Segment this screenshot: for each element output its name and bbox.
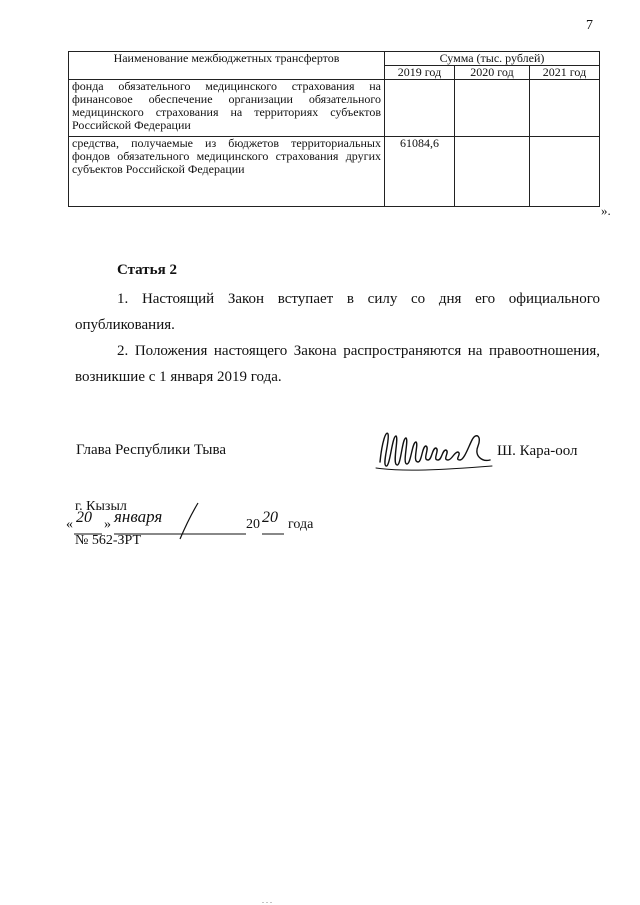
- handwritten-stroke: [176, 501, 206, 541]
- header-sum: Сумма (тыс. рублей): [385, 52, 600, 66]
- row-value-2021: [530, 137, 600, 207]
- row-value-2020: [455, 80, 530, 137]
- transfers-table: [68, 51, 600, 207]
- article-paragraph-1: [75, 286, 600, 338]
- city: г. Кызыл: [75, 499, 127, 514]
- date-year-word: года: [288, 517, 314, 532]
- row-text: средства, получаемые из бюджетов территориальных фондов обязательного медицинского страхования других субъектов Российской Федерации: [69, 137, 385, 207]
- row-text: фонда обязательного медицинского страхования на финансовое обеспечение организации обязательного медицинского страхования на территориях субъектов Российской Федерации: [69, 80, 385, 137]
- head-name: Ш. Кара-оол: [497, 443, 578, 459]
- paragraph-1-line-2: опубликования.: [75, 317, 175, 333]
- article-paragraph-2: [75, 338, 600, 390]
- header-year-2021: 2021 год: [530, 66, 600, 80]
- row-value-2021: [530, 80, 600, 137]
- row-value-2019: [385, 80, 455, 137]
- registration-number: № 562-ЗРТ: [75, 533, 142, 548]
- paragraph-2-text: 2. Положения настоящего Закона распространяются на правоотношения, возникшие с 1 января 2019 года.: [75, 343, 600, 385]
- signing-date: « 20 » января 20 20 года: [66, 515, 296, 537]
- row-value-2019: 61084,6: [385, 137, 455, 207]
- table-row: [69, 80, 600, 137]
- page-number: 7: [586, 18, 593, 33]
- header-name: Наименование межбюджетных трансфертов: [69, 52, 385, 80]
- date-year-suffix: 20: [262, 509, 278, 526]
- closing-quote: ».: [601, 203, 611, 218]
- table-header-row: [69, 52, 600, 66]
- header-year-2019: 2019 год: [385, 66, 455, 80]
- paragraph-1-line-1: 1. Настоящий Закон вступает в силу со дня его официального: [117, 291, 600, 307]
- head-title: Глава Республики Тыва: [76, 442, 227, 458]
- stray-marks: . . .: [262, 896, 272, 905]
- date-year-prefix: 20: [246, 517, 260, 532]
- header-year-2020: 2020 год: [455, 66, 530, 80]
- table-row: [69, 137, 600, 207]
- row-value-2020: [455, 137, 530, 207]
- handwritten-signature: [372, 422, 502, 482]
- date-day: 20: [76, 509, 92, 526]
- article-title: Статья 2: [117, 262, 177, 278]
- date-month: января: [114, 507, 163, 526]
